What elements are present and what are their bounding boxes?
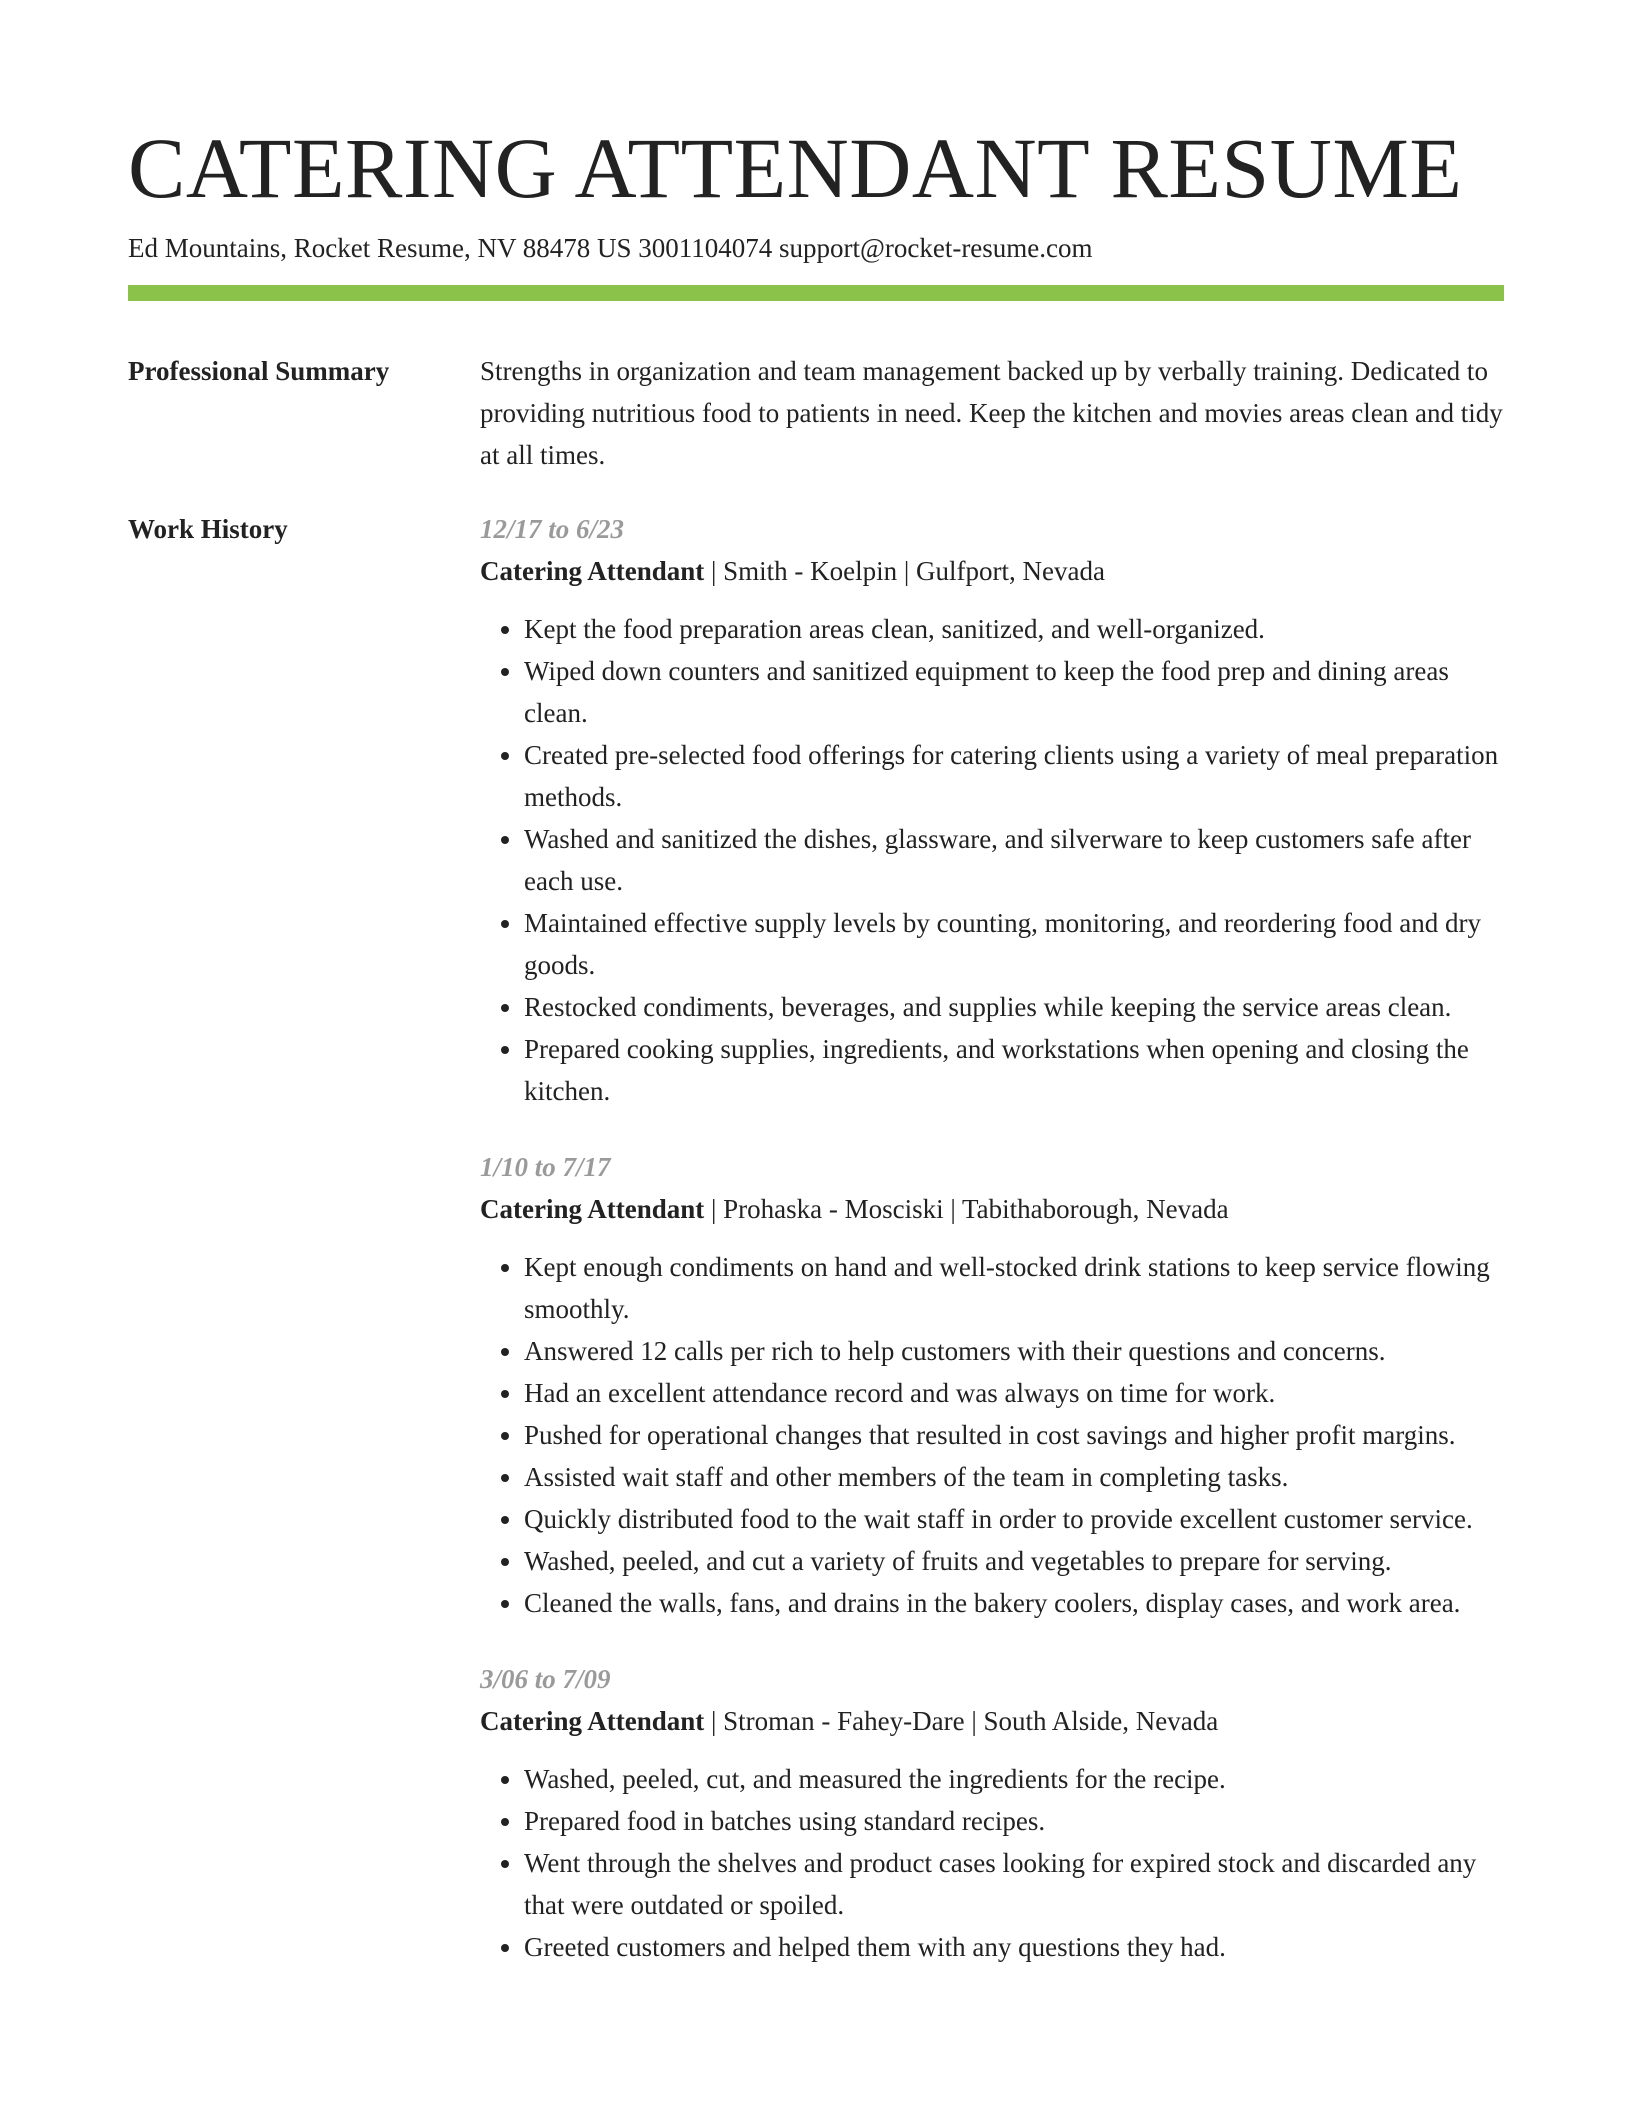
- job-dates: 12/17 to 6/23: [480, 514, 625, 544]
- work-history-heading: Work History: [128, 514, 288, 544]
- job-employer-location: | Stroman - Fahey-Dare | South Alside, Nevada: [704, 1706, 1219, 1736]
- contact-line: [128, 230, 1093, 266]
- job-list: [480, 508, 1504, 2002]
- job-bullet: • Maintained effective supply levels by counting, monitoring, and reordering food and dry goods.: [524, 902, 1504, 986]
- resume-title: CATERING ATTENDANT RESUME: [128, 120, 1463, 216]
- job-bullet-list: [480, 608, 1504, 1112]
- resume-content: [128, 350, 1504, 2002]
- job-bullet: • Created pre-selected food offerings for catering clients using a variety of meal preparation methods.: [524, 734, 1504, 818]
- job-dates: 3/06 to 7/09: [480, 1664, 611, 1694]
- job-bullet: • Greeted customers and helped them with any questions they had.: [524, 1926, 1504, 1968]
- summary-text: Strengths in organization and team management backed up by verbally training. Dedicated to providing nutritious food to patients in need. Keep the kitchen and movies areas clean and tidy at all times.: [480, 356, 1503, 470]
- job-dates: 1/10 to 7/17: [480, 1152, 611, 1182]
- job-employer-location: | Prohaska - Mosciski | Tabithaborough, Nevada: [704, 1194, 1229, 1224]
- job-entry: [480, 1658, 1504, 1968]
- contact-email[interactable]: support@rocket-resume.com: [779, 233, 1093, 263]
- job-bullet: • Went through the shelves and product cases looking for expired stock and discarded any that were outdated or spoiled.: [524, 1842, 1504, 1926]
- contact-phone: 3001104074: [638, 233, 773, 263]
- job-bullet: • Washed and sanitized the dishes, glassware, and silverware to keep customers safe after each use.: [524, 818, 1504, 902]
- job-bullet: • Cleaned the walls, fans, and drains in the bakery coolers, display cases, and work area.: [524, 1582, 1504, 1624]
- job-bullet: • Kept enough condiments on hand and well-stocked drink stations to keep service flowing smoothly.: [524, 1246, 1504, 1330]
- job-bullet: • Kept the food preparation areas clean, sanitized, and well-organized.: [524, 608, 1504, 650]
- job-bullet: • Quickly distributed food to the wait staff in order to provide excellent customer service.: [524, 1498, 1504, 1540]
- job-bullet: • Washed, peeled, cut, and measured the ingredients for the recipe.: [524, 1758, 1504, 1800]
- job-entry: [480, 1146, 1504, 1624]
- contact-region: NV 88478 US: [477, 233, 632, 263]
- job-bullet: • Had an excellent attendance record and was always on time for work.: [524, 1372, 1504, 1414]
- summary-section: [128, 350, 1504, 508]
- job-role: Catering Attendant: [480, 1194, 705, 1224]
- job-bullet-list: [480, 1246, 1504, 1624]
- job-heading: [480, 550, 1504, 592]
- job-role: Catering Attendant: [480, 556, 705, 586]
- job-bullet: • Restocked condiments, beverages, and supplies while keeping the service areas clean.: [524, 986, 1504, 1028]
- job-bullet: • Washed, peeled, and cut a variety of fruits and vegetables to prepare for serving.: [524, 1540, 1504, 1582]
- work-history-section: [128, 508, 1504, 2002]
- job-bullet: • Assisted wait staff and other members of the team in completing tasks.: [524, 1456, 1504, 1498]
- job-bullet-list: [480, 1758, 1504, 1968]
- contact-name: Ed Mountains,: [128, 233, 287, 263]
- job-role: Catering Attendant: [480, 1706, 705, 1736]
- job-heading: [480, 1700, 1504, 1742]
- job-bullet: • Prepared food in batches using standard recipes.: [524, 1800, 1504, 1842]
- job-bullet: • Prepared cooking supplies, ingredients, and workstations when opening and closing the kitchen.: [524, 1028, 1504, 1112]
- job-employer-location: | Smith - Koelpin | Gulfport, Nevada: [704, 556, 1105, 586]
- job-heading: [480, 1188, 1504, 1230]
- job-bullet: • Wiped down counters and sanitized equipment to keep the food prep and dining areas clean.: [524, 650, 1504, 734]
- header-divider: [128, 285, 1504, 301]
- contact-company: Rocket Resume,: [293, 233, 471, 263]
- job-entry: [480, 508, 1504, 1112]
- job-bullet: • Answered 12 calls per rich to help customers with their questions and concerns.: [524, 1330, 1504, 1372]
- summary-heading: Professional Summary: [128, 356, 390, 386]
- job-bullet: • Pushed for operational changes that resulted in cost savings and higher profit margins.: [524, 1414, 1504, 1456]
